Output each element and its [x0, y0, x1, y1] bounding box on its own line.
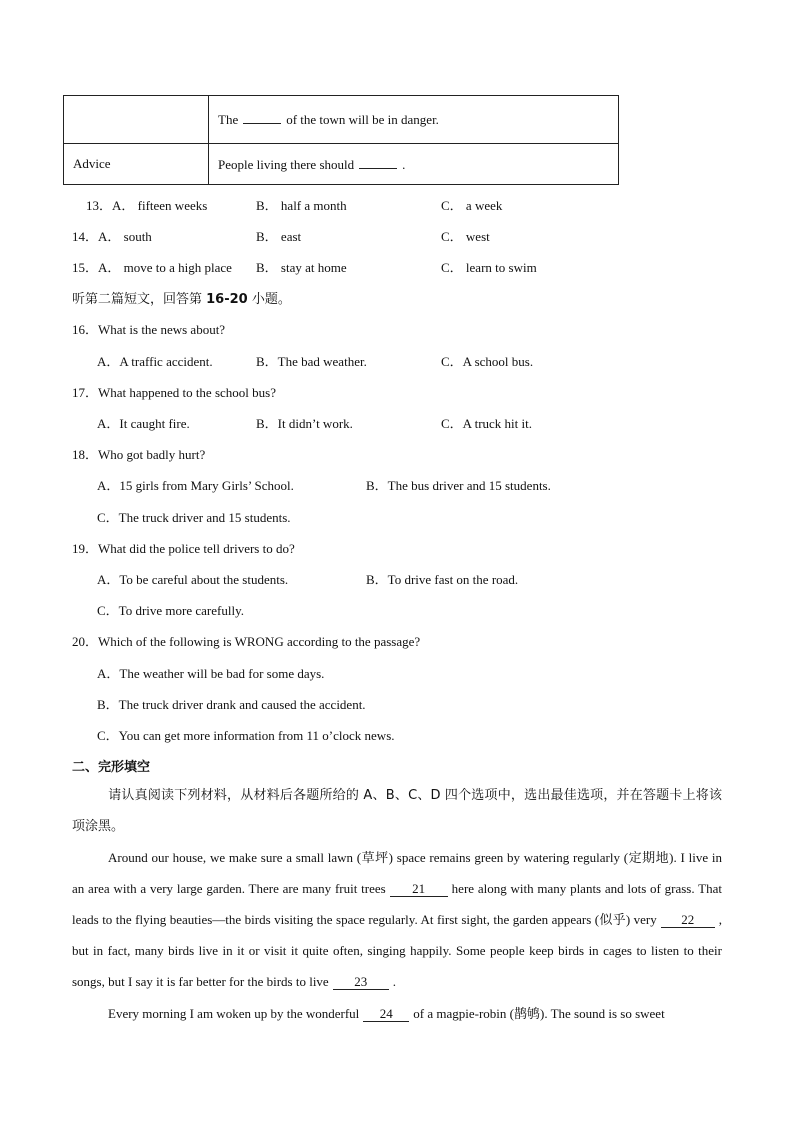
passage-2-intro: 听第二篇短文，回答第 16-20 小题。	[72, 292, 291, 307]
option-b: B．The bad weather.	[256, 354, 367, 369]
option-b: B．The truck driver drank and caused the accident.	[97, 697, 366, 712]
option-b: B．The bus driver and 15 students.	[366, 478, 551, 493]
option-a: A． move to a high place	[98, 260, 232, 275]
option-a: A．The weather will be bad for some days.	[97, 666, 325, 681]
option-b: B． east	[256, 229, 302, 244]
option-c: C．A school bus.	[441, 354, 534, 369]
option-a: A．A traffic accident.	[97, 354, 213, 369]
cloze-blank-23: 23	[333, 975, 389, 990]
question-stem: 20．Which of the following is WRONG according to the passage?	[72, 634, 421, 649]
option-a: A． south	[98, 229, 152, 244]
cloze-instruction: 请认真阅读下列材料，从材料后各题所给的 A、B、C、D 四个选项中，选出最佳选项，并在答题卡上将该项涂黑。	[72, 788, 722, 834]
question-number: 13．	[86, 198, 113, 213]
question-stem: 16．What is the news about?	[72, 322, 226, 337]
cloze-blank-21: 21	[390, 882, 448, 897]
option-a: A．15 girls from Mary Girls’ School.	[97, 478, 294, 493]
option-c: C．The truck driver and 15 students.	[97, 510, 291, 525]
cloze-blank-22: 22	[661, 913, 715, 928]
question-stem: 17．What happened to the school bus?	[72, 385, 276, 400]
cloze-blank-24: 24	[363, 1007, 409, 1022]
option-a: A． fifteen weeks	[112, 198, 208, 213]
table-row	[64, 96, 619, 144]
question-stem: 19．What did the police tell drivers to do?	[72, 541, 295, 556]
option-c: C． west	[441, 229, 490, 244]
table-row	[64, 144, 619, 185]
table-cell-label: Advice	[64, 144, 209, 185]
option-a: A．It caught fire.	[97, 416, 190, 431]
fill-blank	[359, 156, 397, 169]
question-number: 15．	[72, 260, 99, 275]
section-heading: 二、完形填空	[72, 760, 151, 775]
info-table	[63, 95, 619, 185]
option-b: B． stay at home	[256, 260, 347, 275]
option-c: C．You can get more information from 11 o’clock news.	[97, 728, 395, 743]
option-c: C． learn to swim	[441, 260, 537, 275]
option-b: B．It didn’t work.	[256, 416, 353, 431]
option-b: B． half a month	[256, 198, 347, 213]
cloze-paragraph-2: Every morning I am woken up by the wonderful 24 of a magpie-robin (鹊鸲). The sound is so sweet	[108, 1006, 665, 1021]
option-a: A．To be careful about the students.	[97, 572, 289, 587]
table-cell-content: The of the town will be in danger.	[209, 96, 619, 144]
question-stem: 18．Who got badly hurt?	[72, 447, 206, 462]
question-number: 14．	[72, 229, 99, 244]
table-cell-label	[64, 96, 209, 144]
cloze-paragraph-1: Around our house, we make sure a small lawn (草坪) space remains green by watering regularly (定期地). I live in an area with a very large garden. There are many fruit trees 21 here along with many plants and lots of grass. That leads to the flying beauties—the birds visiting the space regularly. At first sight, the garden appears (似乎) very 22 , but in fact, many birds live in it or visit it quite often, singing happily. Some people keep birds in cages to listen to their songs, but I say it is far better for the birds to live 23 .	[72, 850, 722, 989]
option-b: B．To drive fast on the road.	[366, 572, 519, 587]
table-cell-content: People living there should .	[209, 144, 619, 185]
option-c: C．To drive more carefully.	[97, 603, 244, 618]
option-c: C．A truck hit it.	[441, 416, 533, 431]
option-c: C． a week	[441, 198, 503, 213]
fill-blank	[243, 111, 281, 124]
